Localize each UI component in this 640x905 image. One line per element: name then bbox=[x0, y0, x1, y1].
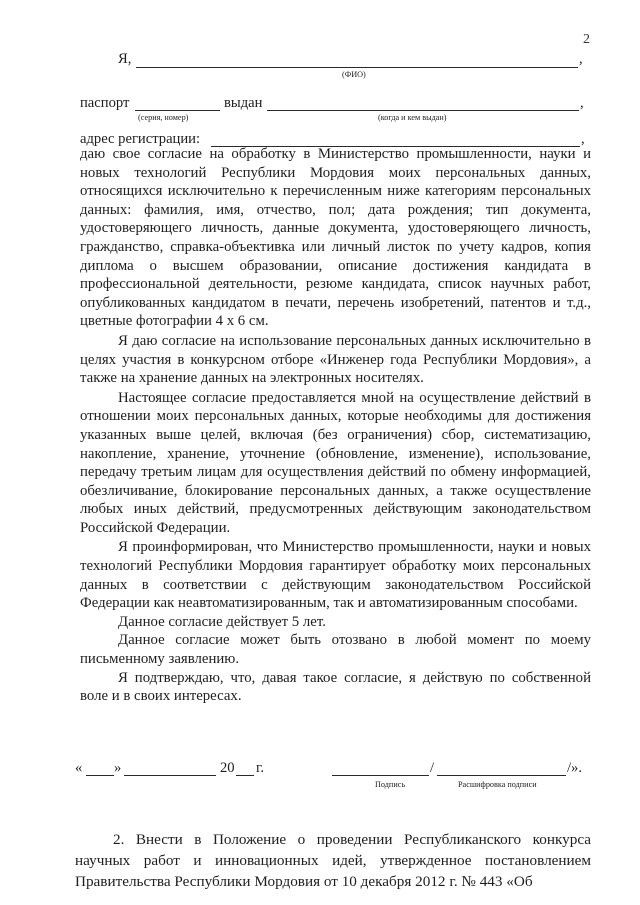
passport-suffix: , bbox=[580, 95, 584, 111]
fio-caption: (ФИО) bbox=[342, 70, 366, 79]
decryption-line[interactable] bbox=[437, 775, 566, 776]
year-line[interactable] bbox=[236, 775, 254, 776]
signature-slash: / bbox=[430, 760, 435, 776]
fio-suffix: , bbox=[579, 51, 583, 67]
address-label: адрес регистрации: bbox=[80, 131, 201, 147]
decryption-caption: Расшифровка подписи bbox=[458, 780, 537, 789]
passport-series-line[interactable] bbox=[135, 110, 220, 111]
passport-label: паспорт bbox=[80, 95, 130, 111]
date-close-quote: » bbox=[114, 760, 122, 776]
series-caption: (серия, номер) bbox=[138, 113, 189, 122]
month-line[interactable] bbox=[124, 775, 216, 776]
consent-paragraph: Настоящее согласие предоставляется мной на осуществление действий в отношении моих персональных данных, которые необходимы для достижения указанных выше целей, включая (без ограничения) сбор, систематизацию, накопление, хранение, уточнение (обновление, изменение), использование, передачу третьим лицам для осуществления действий по обмену информацией, обезличивание, блокирование персональных данных, а также осуществление любых иных действий, предусмотренных действующим законодательством Российской Федерации. bbox=[80, 389, 591, 536]
consent-paragraph: Я проинформирован, что Министерство промышленности, науки и новых технологий Республики Мордовия гарантирует обработку моих персональных данных в соответствии с действующим законодательством Российской Федерации как неавтоматизированным, так и автоматизированным способами. bbox=[80, 539, 591, 612]
consent-body bbox=[80, 145, 591, 706]
consent-paragraph: даю свое согласие на обработку в Министерство промышленности, науки и новых технологий Республики Мордовия моих персональных данных, относящихся исключительно к перечисленным ниже категориям персональных данных: фамилия, имя, отчество, пол; дата рождения; тип документа, удостоверяющего личность, данные документа, удостоверяющего личность, гражданство, справка-объективка или личный листок по учету кадров, копия диплома о высшем образовании, описание достижения кандидата в профессиональной деятельности, резюме кандидата, список научных работ, опубликованных кандидатом в печати, перечень изобретений, патентов и т.д., цветные фотографии 4 х 6 см. bbox=[80, 146, 591, 330]
issued-caption: (когда и кем выдан) bbox=[378, 113, 447, 122]
page-number: 2 bbox=[583, 32, 590, 47]
consent-paragraph: Данное согласие действует 5 лет. bbox=[118, 613, 326, 630]
issued-line[interactable] bbox=[267, 110, 579, 111]
consent-paragraph: Я даю согласие на использование персональных данных исключительно в целях участия в конкурсном отборе «Инженер года Республики Мордовия», а также на хранение данных на электронных носителях. bbox=[80, 332, 591, 387]
year-suffix: г. bbox=[256, 760, 264, 776]
day-line[interactable] bbox=[86, 775, 114, 776]
signature-line[interactable] bbox=[332, 775, 429, 776]
address-suffix: , bbox=[581, 131, 585, 147]
footer-paragraph: 2. Внести в Положение о проведении Республиканского конкурса научных работ и инновационных идей, утвержденное постановлением Правительства Республики Мордовия от 10 декабря 2012 г. № 443 «Об bbox=[75, 831, 591, 890]
signature-caption: Подпись bbox=[375, 780, 406, 789]
fio-prefix: Я, bbox=[118, 51, 132, 67]
signature-end: /». bbox=[567, 760, 582, 776]
fio-line[interactable] bbox=[136, 67, 578, 68]
footer-text bbox=[75, 829, 591, 892]
issued-label: выдан bbox=[224, 95, 263, 111]
year-prefix: 20 bbox=[220, 760, 235, 776]
consent-paragraph: Я подтверждаю, что, давая такое согласие, я действую по собственной воле и в своих интересах. bbox=[80, 669, 591, 705]
date-open-quote: « bbox=[75, 760, 83, 776]
consent-paragraph: Данное согласие может быть отозвано в любой момент по моему письменному заявлению. bbox=[80, 632, 591, 668]
